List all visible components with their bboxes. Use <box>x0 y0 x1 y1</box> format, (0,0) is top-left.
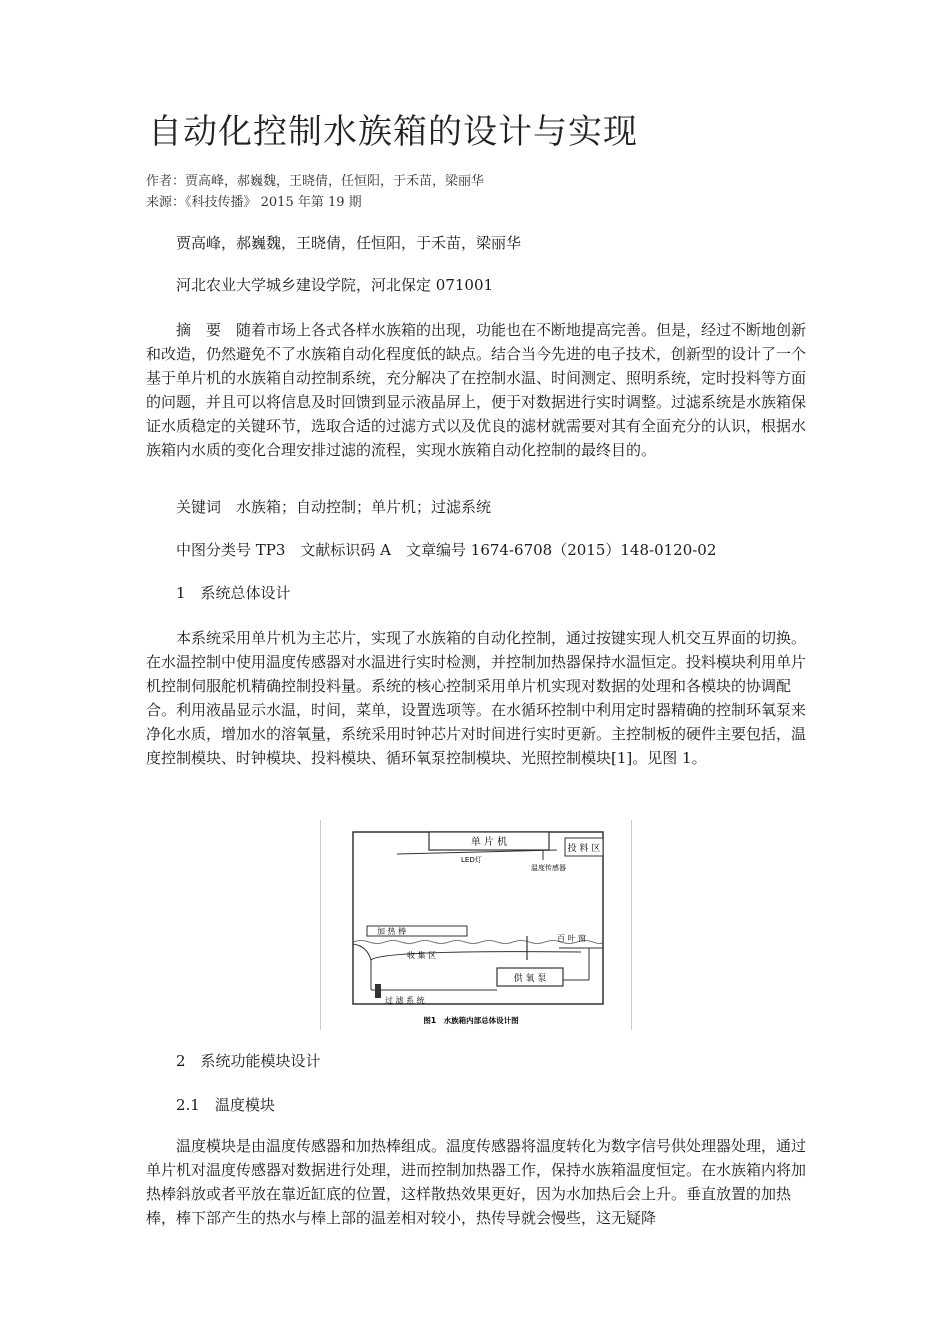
louver-label: 百 叶 窗 <box>557 934 587 943</box>
collect-label: 收 集 区 <box>407 951 437 960</box>
feed-label: 投 料 区 <box>567 844 601 854</box>
authors-line: 贾高峰，郝巍魏，王晓倩，任恒阳，于禾苗，梁丽华 <box>176 234 522 252</box>
affiliation-line: 河北农业大学城乡建设学院，河北保定 071001 <box>176 276 494 294</box>
collect-wall <box>353 944 371 990</box>
article-title: 自动化控制水族箱的设计与实现 <box>148 112 638 152</box>
sensor-label: 温度传感器 <box>531 864 566 872</box>
section21-heading: 2.1 温度模块 <box>176 1096 275 1114</box>
keywords-line: 关键词 水族箱；自动控制；单片机；过滤系统 <box>176 498 492 516</box>
figure-caption: 图1 水族箱内部总体设计图 <box>423 1016 519 1025</box>
section21-paragraph: 温度模块是由温度传感器和加热棒组成。温度传感器将温度转化为数字信号供处理器处理，通过单片机对温度传感器对数据进行处理，进而控制加热器工作，保持水族箱温度恒定。在水族箱内将加热棒斜放或者平放在靠近缸底的位置，这样散热效果更好，因为水加热后会上升。垂直放置的加热棒，棒下部产生的热水与棒上部的温差相对较小，热传导就会慢些，这无疑降 <box>146 1137 807 1227</box>
filter-label: 过 滤 系 统 <box>385 996 425 1005</box>
classification-line: 中图分类号 TP3 文献标识码 A 文章编号 1674-6708（2015）148-0120-02 <box>176 541 717 559</box>
abstract-paragraph: 摘 要 随着市场上各式各样水族箱的出现，功能也在不断地提高完善。但是，经过不断地创新和改造，仍然避免不了水族箱自动化程度低的缺点。结合当今先进的电子技术，创新型的设计了一个基于单片机的水族箱自动控制系统，充分解决了在控制水温、时间测定、照明系统，定时投料等方面的问题，并且可以将信息及时回馈到显示液晶屏上，便于对数据进行实时调整。过滤系统是水族箱保证水质稳定的关键环节，选取合适的过滤方式以及优良的滤材就需要对其有全面充分的认识，根据水族箱内水质的变化合理安排过滤的流程，实现水族箱自动化控制的最终目的。 <box>146 321 807 459</box>
pump-label: 供 氧 泵 <box>513 974 547 984</box>
authors-meta: 作者：贾高峰，郝巍魏，王晓倩，任恒阳，于禾苗，梁丽华 <box>146 174 485 189</box>
system-diagram-figure <box>320 820 632 1030</box>
led-label: LED灯 <box>461 856 482 864</box>
section2-heading: 2 系统功能模块设计 <box>176 1052 321 1070</box>
system-diagram <box>321 820 631 1030</box>
section1-paragraph: 本系统采用单片机为主芯片，实现了水族箱的自动化控制，通过按键实现人机交互界面的切换。在水温控制中使用温度传感器对水温进行实时检测，并控制加热器保持水温恒定。投料模块利用单片机控制伺服舵机精确控制投料量。系统的核心控制采用单片机实现对数据的处理和各模块的协调配合。利用液晶显示水温，时间，菜单，设置选项等。在水循环控制中利用定时器精确的控制环氧泵来净化水质，增加水的溶氧量，系统采用时钟芯片对时间进行实时更新。主控制板的硬件主要包括，温度控制模块、时钟模块、投料模块、循环氧泵控制模块、光照控制模块[1]。见图 1。 <box>146 629 807 767</box>
source-meta: 来源：《科技传播》 2015 年第 19 期 <box>146 195 362 210</box>
mcu-label: 单 片 机 <box>470 837 508 848</box>
heater-label: 加 热 棒 <box>377 927 407 936</box>
section1-heading: 1 系统总体设计 <box>176 584 291 602</box>
collect-floor <box>371 952 581 960</box>
filter-valve <box>375 984 381 998</box>
